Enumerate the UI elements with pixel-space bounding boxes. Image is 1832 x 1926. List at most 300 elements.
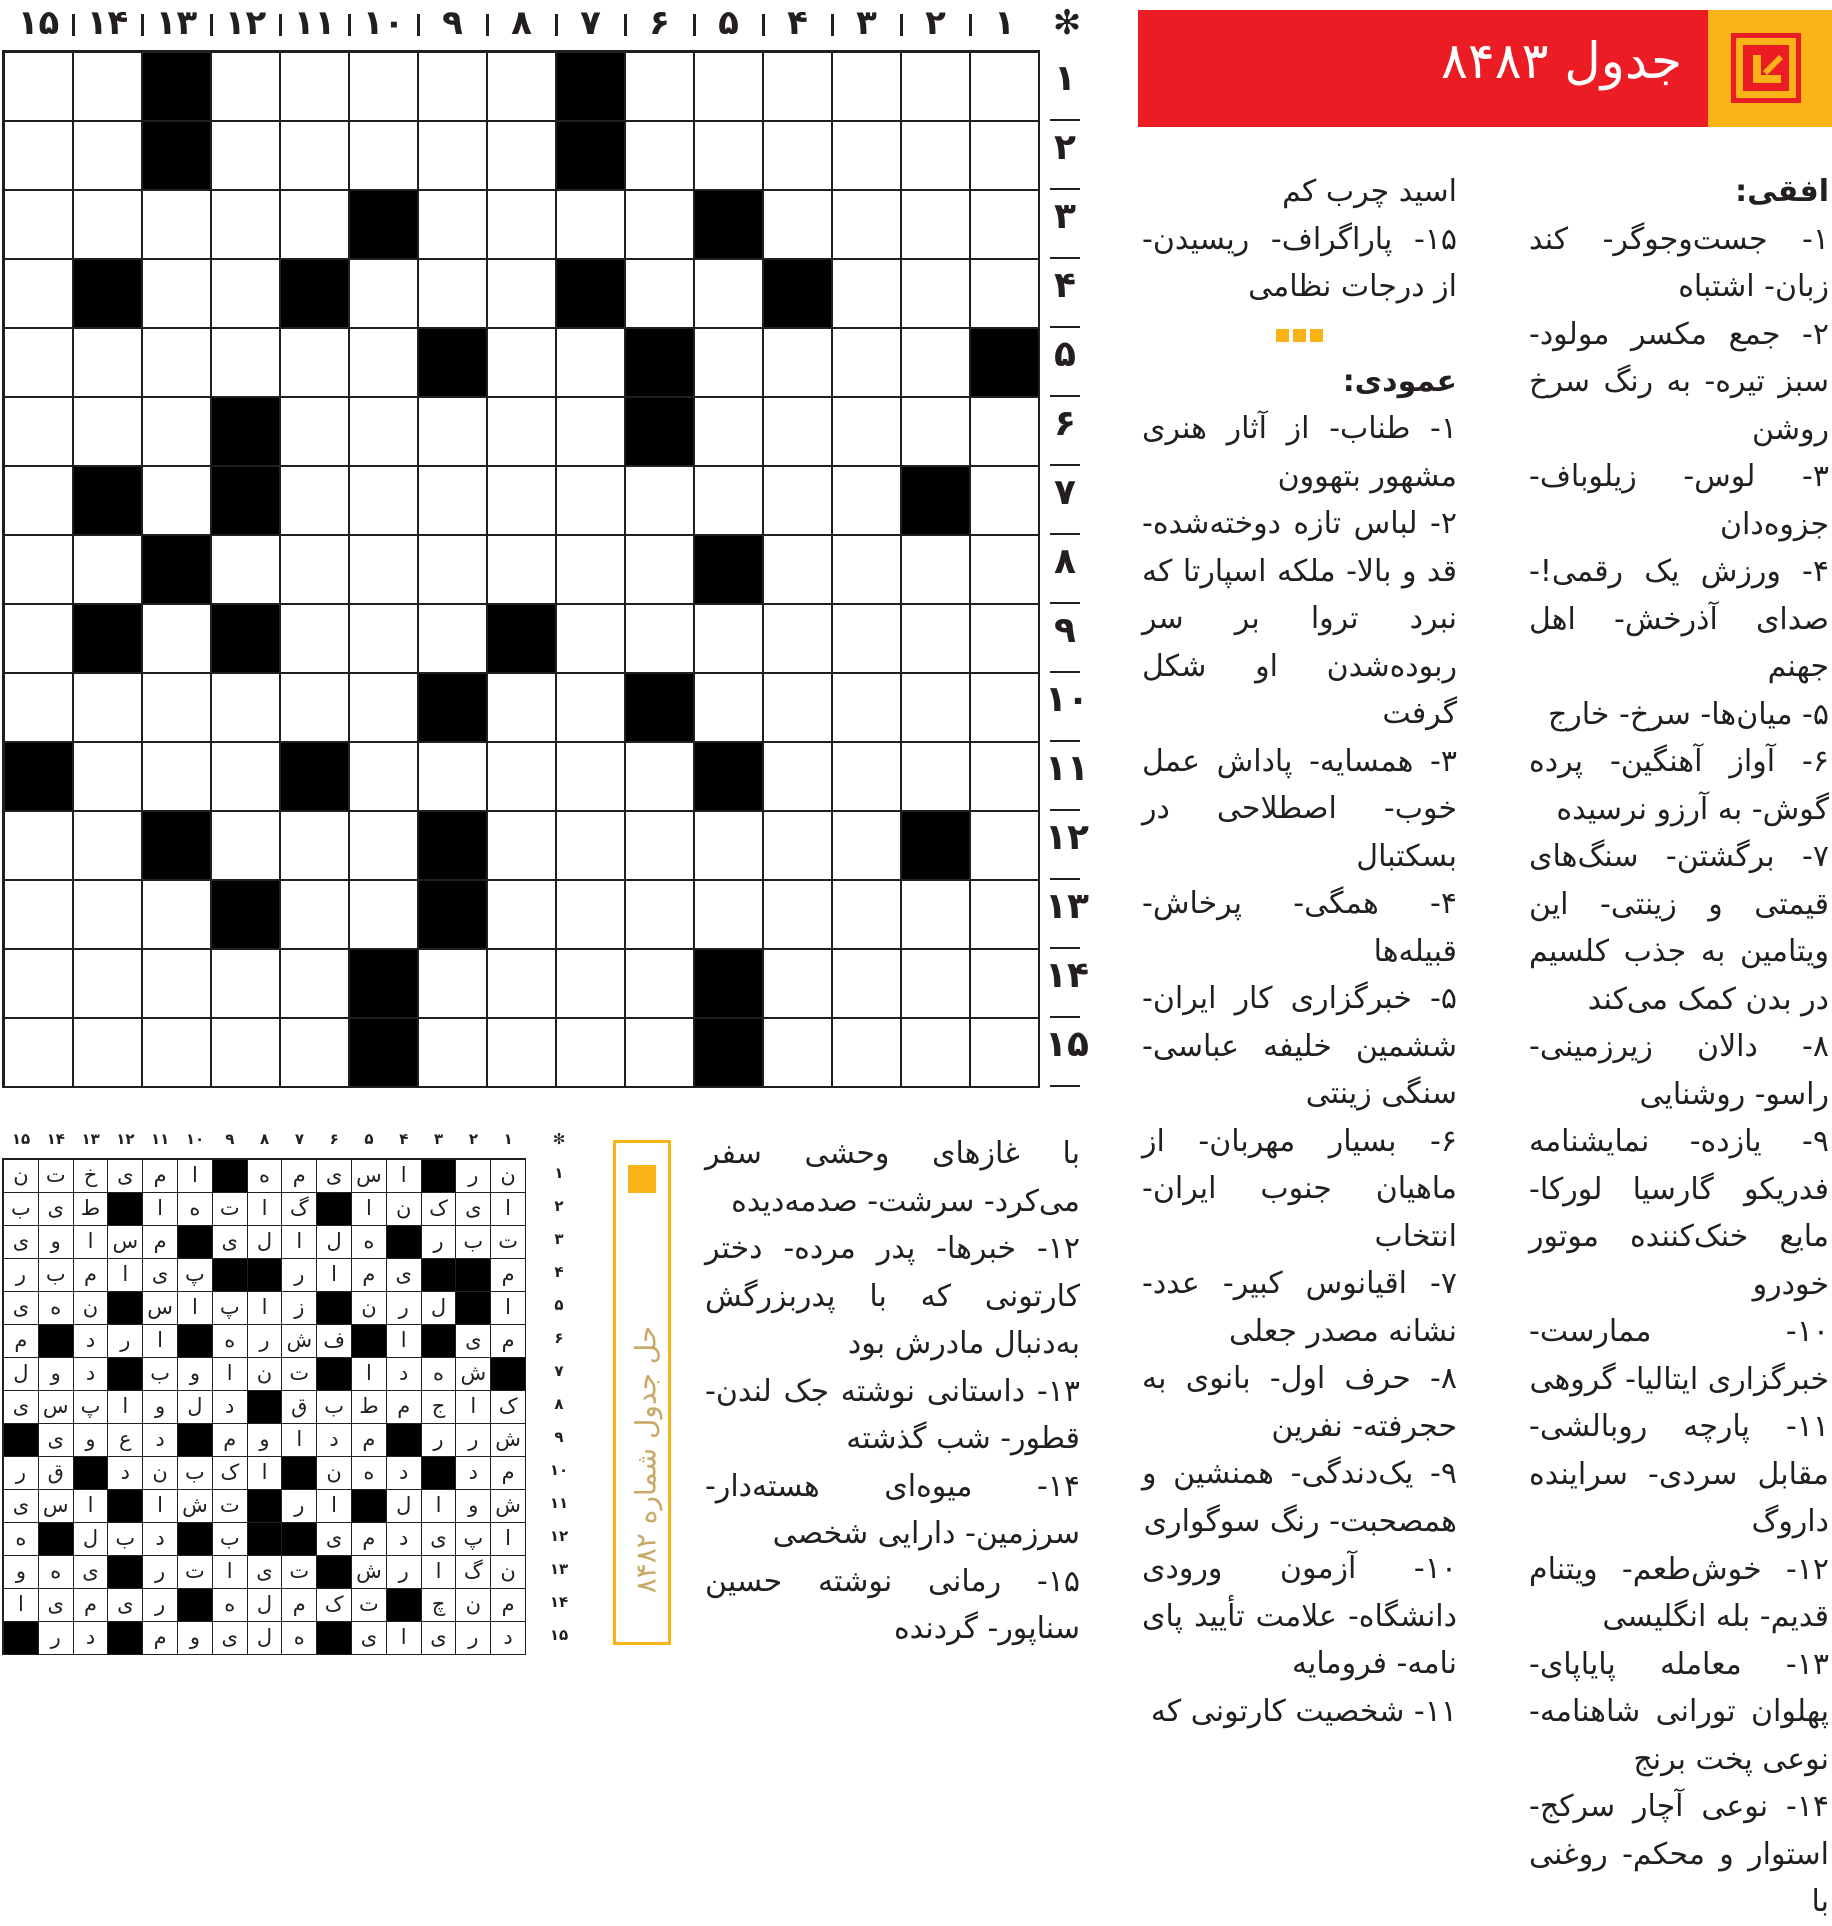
grid-cell[interactable] — [764, 674, 833, 743]
black-cell — [419, 812, 488, 881]
solution-cell: ی — [39, 1193, 74, 1226]
solution-row-number: ۱۰ — [549, 1461, 569, 1479]
grid-cell[interactable] — [695, 329, 764, 398]
grid-cell[interactable] — [419, 605, 488, 674]
grid-cell[interactable] — [902, 674, 971, 743]
solution-cell: د — [213, 1391, 248, 1424]
grid-cell[interactable] — [281, 605, 350, 674]
grid-cell[interactable] — [143, 260, 212, 329]
grid-cell[interactable] — [764, 1019, 833, 1088]
grid-cell[interactable] — [488, 674, 557, 743]
grid-cell[interactable] — [833, 743, 902, 812]
grid-cell[interactable] — [833, 329, 902, 398]
solution-cell: د — [387, 1457, 422, 1490]
clue-text: ۱۰- آزمون ورودی دانشگاه- علامت تأیید پای نامه- فرومایه — [1142, 1551, 1457, 1681]
solution-cell: م — [282, 1160, 317, 1193]
grid-cell[interactable] — [212, 329, 281, 398]
grid-cell[interactable] — [557, 1019, 626, 1088]
grid-cell[interactable] — [902, 122, 971, 191]
solution-cell: ت — [213, 1193, 248, 1226]
grid-cell[interactable] — [74, 191, 143, 260]
grid-cell[interactable] — [143, 674, 212, 743]
grid-cell[interactable] — [764, 743, 833, 812]
grid-cell[interactable] — [833, 536, 902, 605]
grid-cell[interactable] — [764, 191, 833, 260]
grid-cell[interactable] — [212, 674, 281, 743]
black-cell — [74, 605, 143, 674]
grid-cell[interactable] — [971, 1019, 1040, 1088]
grid-cell[interactable] — [902, 743, 971, 812]
grid-cell[interactable] — [902, 881, 971, 950]
row-number: ۴ — [1054, 265, 1076, 306]
solution-cell: د — [387, 1523, 422, 1556]
grid-cell[interactable] — [764, 122, 833, 191]
solution-black-cell — [178, 1226, 213, 1259]
grid-cell[interactable] — [971, 536, 1040, 605]
grid-cell[interactable] — [557, 950, 626, 1019]
grid-cell[interactable] — [212, 122, 281, 191]
grid-cell[interactable] — [626, 1019, 695, 1088]
solution-black-cell — [317, 1622, 352, 1655]
grid-cell[interactable] — [74, 812, 143, 881]
solution-column-number: ۴ — [399, 1130, 409, 1148]
row-number: ۷ — [1054, 472, 1076, 513]
grid-cell[interactable] — [833, 53, 902, 122]
grid-cell[interactable] — [74, 53, 143, 122]
solution-cell: ه — [39, 1292, 74, 1325]
grid-cell[interactable] — [350, 329, 419, 398]
crossword-grid — [2, 50, 1040, 1088]
grid-cell[interactable] — [557, 398, 626, 467]
solution-cell: پ — [213, 1292, 248, 1325]
grid-cell[interactable] — [74, 950, 143, 1019]
solution-cell: ر — [248, 1325, 283, 1358]
solution-cell: م — [352, 1259, 387, 1292]
grid-cell[interactable] — [833, 1019, 902, 1088]
grid-cell[interactable] — [557, 191, 626, 260]
grid-cell[interactable] — [833, 260, 902, 329]
solution-cell: ی — [352, 1622, 387, 1655]
grid-cell[interactable] — [419, 743, 488, 812]
solution-cell: ی — [456, 1325, 491, 1358]
grid-cell[interactable] — [695, 674, 764, 743]
grid-cell[interactable] — [971, 743, 1040, 812]
grid-cell[interactable] — [557, 329, 626, 398]
grid-cell[interactable] — [143, 398, 212, 467]
grid-cell[interactable] — [281, 467, 350, 536]
grid-cell[interactable] — [281, 812, 350, 881]
black-cell — [419, 329, 488, 398]
grid-cell[interactable] — [557, 674, 626, 743]
solution-cell: ا — [387, 1622, 422, 1655]
grid-cell[interactable] — [212, 812, 281, 881]
grid-cell[interactable] — [764, 605, 833, 674]
grid-cell[interactable] — [971, 674, 1040, 743]
black-cell — [143, 812, 212, 881]
black-cell — [557, 122, 626, 191]
grid-cell[interactable] — [695, 122, 764, 191]
grid-cell[interactable] — [143, 1019, 212, 1088]
grid-cell[interactable] — [833, 950, 902, 1019]
grid-cell[interactable] — [74, 398, 143, 467]
grid-cell[interactable] — [971, 812, 1040, 881]
grid-cell[interactable] — [350, 467, 419, 536]
solution-black-cell — [422, 1259, 457, 1292]
grid-cell[interactable] — [764, 53, 833, 122]
row-divider — [1050, 188, 1080, 190]
grid-cell[interactable] — [626, 812, 695, 881]
grid-cell[interactable] — [971, 191, 1040, 260]
grid-cell[interactable] — [143, 329, 212, 398]
solution-cell: ه — [178, 1193, 213, 1226]
grid-cell[interactable] — [833, 122, 902, 191]
grid-cell[interactable] — [488, 122, 557, 191]
section-divider — [1142, 311, 1457, 358]
solution-cell: ل — [178, 1391, 213, 1424]
solution-cell: ر — [387, 1292, 422, 1325]
grid-cell[interactable] — [5, 260, 74, 329]
grid-cell[interactable] — [626, 950, 695, 1019]
grid-cell[interactable] — [488, 950, 557, 1019]
grid-cell[interactable] — [971, 122, 1040, 191]
grid-cell[interactable] — [695, 605, 764, 674]
solution-cell: ت — [282, 1358, 317, 1391]
grid-cell[interactable] — [74, 881, 143, 950]
solution-cell: ق — [282, 1391, 317, 1424]
solution-black-cell — [178, 1589, 213, 1622]
grid-cell[interactable] — [5, 191, 74, 260]
grid-cell[interactable] — [557, 605, 626, 674]
solution-black-cell — [108, 1193, 143, 1226]
grid-cell[interactable] — [971, 605, 1040, 674]
grid-cell[interactable] — [902, 536, 971, 605]
grid-cell[interactable] — [5, 881, 74, 950]
grid-cell[interactable] — [212, 950, 281, 1019]
solution-black-cell — [317, 1556, 352, 1589]
black-cell — [5, 743, 74, 812]
grid-cell[interactable] — [626, 881, 695, 950]
grid-cell[interactable] — [5, 122, 74, 191]
grid-cell[interactable] — [281, 122, 350, 191]
solution-cell: ی — [456, 1193, 491, 1226]
solution-cell: ب — [143, 1358, 178, 1391]
grid-cell[interactable] — [5, 467, 74, 536]
grid-cell[interactable] — [971, 881, 1040, 950]
solution-cell: د — [387, 1358, 422, 1391]
solution-cell: د — [317, 1424, 352, 1457]
black-cell — [74, 260, 143, 329]
grid-cell[interactable] — [212, 743, 281, 812]
solution-black-cell — [213, 1160, 248, 1193]
solution-cell: ر — [143, 1556, 178, 1589]
grid-cell[interactable] — [5, 329, 74, 398]
grid-cell[interactable] — [74, 329, 143, 398]
grid-cell[interactable] — [212, 191, 281, 260]
clue-text: ۹- یک‌دندگی- همنشین و همصحبت- رنگ سوگواری — [1142, 1456, 1457, 1539]
grid-cell[interactable] — [350, 398, 419, 467]
grid-cell[interactable] — [626, 605, 695, 674]
grid-cell[interactable] — [557, 881, 626, 950]
solution-black-cell — [108, 1490, 143, 1523]
grid-cell[interactable] — [281, 536, 350, 605]
grid-cell[interactable] — [488, 743, 557, 812]
solution-cell: ی — [108, 1589, 143, 1622]
grid-cell[interactable] — [626, 536, 695, 605]
black-cell — [695, 191, 764, 260]
grid-cell[interactable] — [902, 605, 971, 674]
solution-cell: م — [491, 1457, 526, 1490]
grid-cell[interactable] — [281, 881, 350, 950]
grid-cell[interactable] — [350, 812, 419, 881]
grid-cell[interactable] — [74, 536, 143, 605]
grid-cell[interactable] — [5, 605, 74, 674]
solution-cell: و — [4, 1556, 39, 1589]
solution-cell: ب — [4, 1193, 39, 1226]
grid-cell[interactable] — [143, 950, 212, 1019]
grid-cell[interactable] — [281, 53, 350, 122]
grid-cell[interactable] — [902, 53, 971, 122]
solution-row-number: ۱۵ — [549, 1626, 569, 1644]
solution-row-number: ۱۳ — [549, 1560, 569, 1578]
column-number: ۲ — [925, 3, 946, 43]
grid-cell[interactable] — [281, 950, 350, 1019]
grid-cell[interactable] — [419, 398, 488, 467]
grid-cell[interactable] — [557, 812, 626, 881]
row-number: ۱۰ — [1045, 679, 1089, 720]
grid-cell[interactable] — [350, 53, 419, 122]
column-number: ۳ — [856, 3, 877, 43]
grid-cell[interactable] — [419, 191, 488, 260]
grid-cell[interactable] — [350, 605, 419, 674]
grid-cell[interactable] — [626, 467, 695, 536]
solution-cell: ی — [317, 1523, 352, 1556]
solution-cell: ب — [213, 1523, 248, 1556]
grid-cell[interactable] — [695, 398, 764, 467]
grid-cell[interactable] — [971, 53, 1040, 122]
grid-cell[interactable] — [695, 881, 764, 950]
solution-cell: ش — [352, 1556, 387, 1589]
row-number: ۳ — [1054, 196, 1076, 237]
grid-cell[interactable] — [971, 398, 1040, 467]
grid-cell[interactable] — [212, 53, 281, 122]
column-number: ۵ — [718, 3, 739, 43]
solution-cell: ا — [248, 1292, 283, 1325]
solution-cell: د — [74, 1358, 109, 1391]
grid-cell[interactable] — [5, 53, 74, 122]
solution-row-number: ۶ — [554, 1329, 564, 1347]
row-divider — [1050, 1016, 1080, 1018]
grid-cell[interactable] — [74, 1019, 143, 1088]
black-cell — [626, 674, 695, 743]
grid-cell[interactable] — [5, 398, 74, 467]
grid-cell[interactable] — [488, 398, 557, 467]
column-number: ۱۱ — [293, 3, 336, 43]
grid-cell[interactable] — [74, 743, 143, 812]
black-cell — [419, 881, 488, 950]
grid-cell[interactable] — [281, 398, 350, 467]
grid-cell[interactable] — [281, 1019, 350, 1088]
clue-text: اسید چرب کم — [1282, 174, 1457, 209]
grid-cell[interactable] — [488, 1019, 557, 1088]
grid-cell[interactable] — [833, 674, 902, 743]
clue-text: ۸- دالان زیرزمینی- راسو- روشنایی — [1529, 1029, 1829, 1112]
grid-cell[interactable] — [764, 329, 833, 398]
across-clues — [1529, 168, 1829, 1926]
grid-cell[interactable] — [902, 260, 971, 329]
grid-cell[interactable] — [488, 191, 557, 260]
grid-cell[interactable] — [350, 881, 419, 950]
grid-cell[interactable] — [419, 536, 488, 605]
solution-cell: م — [143, 1226, 178, 1259]
grid-cell[interactable] — [281, 191, 350, 260]
solution-cell: ا — [108, 1259, 143, 1292]
row-divider — [1050, 1085, 1080, 1087]
grid-cell[interactable] — [902, 191, 971, 260]
grid-cell[interactable] — [902, 1019, 971, 1088]
clue-text: ۱۵- رمانی نوشته حسین سناپور- گردنده — [705, 1563, 1080, 1646]
grid-cell[interactable] — [143, 191, 212, 260]
grid-cell[interactable] — [764, 812, 833, 881]
grid-cell[interactable] — [833, 605, 902, 674]
grid-cell[interactable] — [419, 53, 488, 122]
solution-black-cell — [456, 1259, 491, 1292]
black-cell — [695, 1019, 764, 1088]
clue-text: ۱۴- میوه‌ای هسته‌دار- سرزمین- دارایی شخصی — [705, 1468, 1080, 1551]
solution-cell: و — [39, 1226, 74, 1259]
grid-cell[interactable] — [764, 467, 833, 536]
grid-cell[interactable] — [5, 950, 74, 1019]
solution-black-cell — [387, 1589, 422, 1622]
black-cell — [281, 260, 350, 329]
grid-cell[interactable] — [833, 812, 902, 881]
grid-cell[interactable] — [419, 122, 488, 191]
grid-cell[interactable] — [971, 467, 1040, 536]
solution-cell: م — [143, 1622, 178, 1655]
grid-cell[interactable] — [488, 881, 557, 950]
grid-cell[interactable] — [350, 260, 419, 329]
grid-cell[interactable] — [350, 674, 419, 743]
grid-cell[interactable] — [212, 260, 281, 329]
solution-black-cell — [491, 1358, 526, 1391]
grid-cell[interactable] — [212, 1019, 281, 1088]
grid-cell[interactable] — [764, 881, 833, 950]
solution-cell: گ — [282, 1193, 317, 1226]
grid-cell[interactable] — [833, 881, 902, 950]
grid-cell[interactable] — [143, 743, 212, 812]
grid-cell[interactable] — [626, 53, 695, 122]
grid-cell[interactable] — [212, 536, 281, 605]
solution-cell: ن — [387, 1193, 422, 1226]
grid-cell[interactable] — [695, 53, 764, 122]
grid-cell[interactable] — [557, 536, 626, 605]
grid-cell[interactable] — [5, 674, 74, 743]
grid-cell[interactable] — [5, 812, 74, 881]
solution-cell: س — [108, 1226, 143, 1259]
row-number: ۶ — [1054, 403, 1076, 444]
grid-cell[interactable] — [419, 950, 488, 1019]
solution-cell: ش — [178, 1490, 213, 1523]
clue-text: ۲- جمع مکسر مولود- سبز تیره- به رنگ سرخ روشن — [1529, 316, 1829, 447]
grid-cell[interactable] — [902, 398, 971, 467]
grid-cell[interactable] — [557, 743, 626, 812]
grid-cell[interactable] — [488, 467, 557, 536]
grid-cell[interactable] — [74, 122, 143, 191]
solution-cell: س — [143, 1292, 178, 1325]
grid-cell[interactable] — [695, 467, 764, 536]
grid-cell[interactable] — [350, 743, 419, 812]
solution-corner-star-icon: ✻ — [552, 1130, 566, 1148]
grid-cell[interactable] — [419, 1019, 488, 1088]
grid-cell[interactable] — [833, 191, 902, 260]
brand-logo — [1708, 10, 1832, 127]
grid-cell[interactable] — [488, 53, 557, 122]
grid-cell[interactable] — [419, 260, 488, 329]
grid-cell[interactable] — [488, 260, 557, 329]
grid-cell[interactable] — [557, 467, 626, 536]
row-number: ۱۵ — [1045, 1024, 1089, 1065]
grid-cell[interactable] — [5, 1019, 74, 1088]
row-divider — [1050, 326, 1080, 328]
grid-cell[interactable] — [488, 329, 557, 398]
grid-cell[interactable] — [143, 467, 212, 536]
grid-cell[interactable] — [281, 674, 350, 743]
grid-cell[interactable] — [350, 536, 419, 605]
puzzle-title: جدول ۸۴۸۳ — [1441, 32, 1682, 90]
grid-cell[interactable] — [833, 398, 902, 467]
solution-cell: ی — [248, 1556, 283, 1589]
solution-cell: م — [74, 1589, 109, 1622]
grid-cell[interactable] — [143, 605, 212, 674]
grid-cell[interactable] — [626, 743, 695, 812]
solution-cell: ک — [213, 1457, 248, 1490]
solution-column-number: ۱۳ — [81, 1130, 100, 1148]
solution-row-number: ۱۴ — [549, 1593, 569, 1611]
grid-cell[interactable] — [764, 398, 833, 467]
grid-cell[interactable] — [350, 122, 419, 191]
grid-cell[interactable] — [419, 467, 488, 536]
solution-cell: ا — [491, 1193, 526, 1226]
grid-cell[interactable] — [626, 260, 695, 329]
clue-text: ۱- جست‌وجوگر- کند زبان- اشتباه — [1529, 221, 1829, 304]
grid-cell[interactable] — [5, 536, 74, 605]
across-heading: افقی: — [1735, 174, 1829, 209]
solution-cell: ل — [387, 1490, 422, 1523]
grid-cell[interactable] — [764, 536, 833, 605]
grid-cell[interactable] — [902, 329, 971, 398]
grid-cell[interactable] — [695, 812, 764, 881]
grid-cell[interactable] — [488, 812, 557, 881]
row-divider — [1050, 119, 1080, 121]
solution-cell: د — [74, 1325, 109, 1358]
grid-cell[interactable] — [971, 260, 1040, 329]
grid-cell[interactable] — [971, 950, 1040, 1019]
grid-cell[interactable] — [626, 122, 695, 191]
grid-cell[interactable] — [281, 329, 350, 398]
grid-cell[interactable] — [902, 950, 971, 1019]
solution-cell: ر — [456, 1622, 491, 1655]
solution-cell: ل — [422, 1292, 457, 1325]
solution-black-cell — [178, 1325, 213, 1358]
clue-text: ۱۱- شخصیت کارتونی که — [1150, 1693, 1457, 1729]
grid-cell[interactable] — [833, 467, 902, 536]
solution-cell: ر — [282, 1259, 317, 1292]
grid-cell[interactable] — [143, 881, 212, 950]
grid-cell[interactable] — [695, 260, 764, 329]
grid-cell[interactable] — [74, 674, 143, 743]
grid-cell[interactable] — [626, 191, 695, 260]
grid-cell[interactable] — [764, 950, 833, 1019]
grid-cell[interactable] — [488, 536, 557, 605]
